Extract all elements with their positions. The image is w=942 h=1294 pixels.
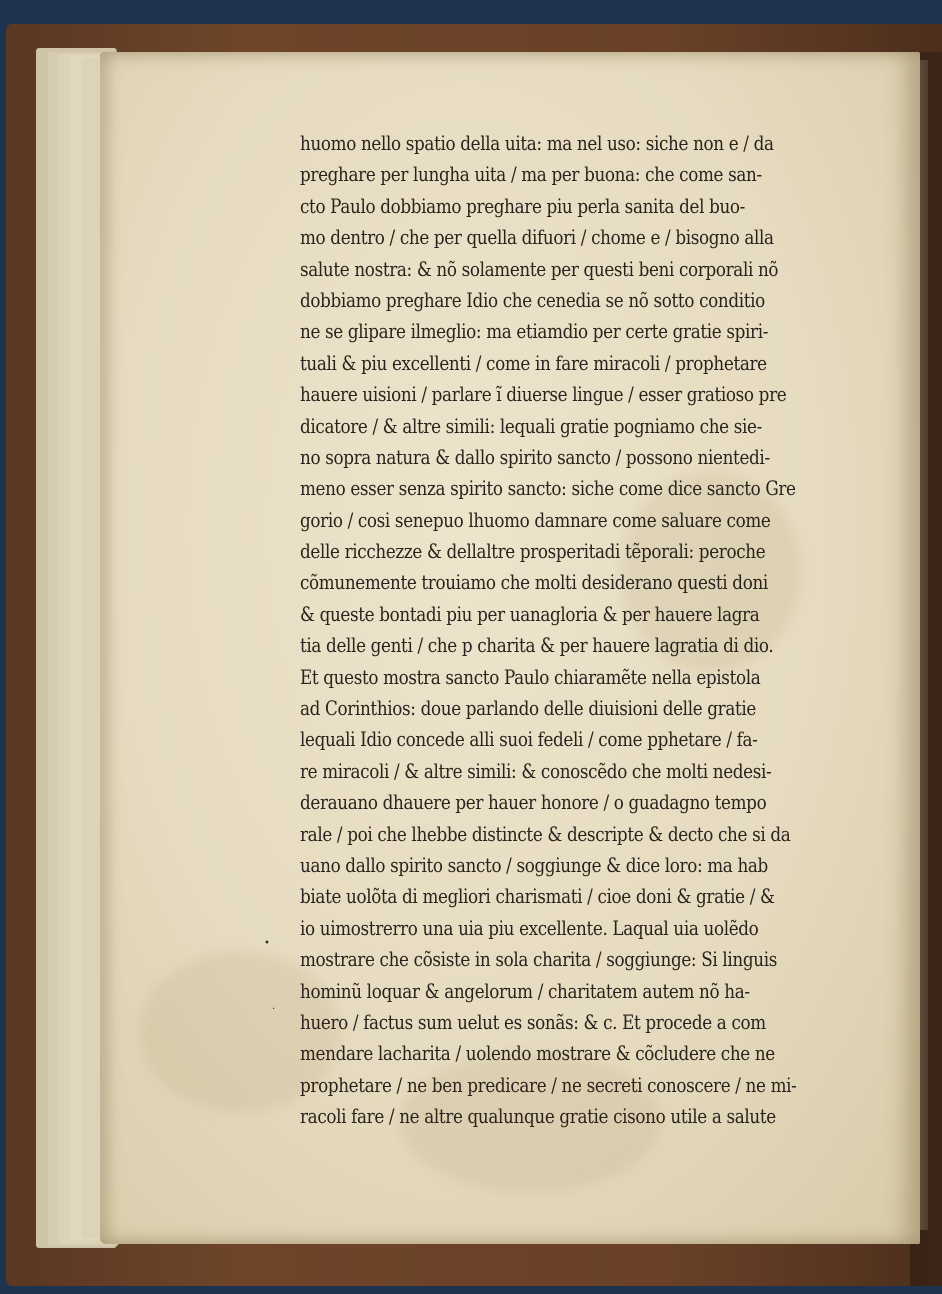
text-line: dobbiamo preghare Idio che cenedia se nõ sotto conditio bbox=[300, 288, 765, 312]
ink-dot: • bbox=[264, 938, 270, 949]
text-line: re miracoli / & altre simili: & conoscẽdo che molti nedesi- bbox=[300, 759, 772, 783]
text-line: cõmunemente trouiamo che molti desiderano questi doni bbox=[300, 571, 768, 595]
text-line: gorio / cosi senepuo lhuomo damnare come saluare come bbox=[300, 508, 771, 532]
text-line: ne se glipare ilmeglio: ma etiamdio per certe gratie spiri- bbox=[300, 320, 769, 344]
text-line: preghare per lungha uita / ma per buona: che come san- bbox=[300, 163, 762, 187]
text-line: huomo nello spatio della uita: ma nel uso: siche non e / da bbox=[300, 132, 774, 155]
text-line: salute nostra: & nõ solamente per questi beni corporali nõ bbox=[300, 257, 779, 281]
text-line: lequali Idio concede alli suoi fedeli / come pphetare / fa- bbox=[300, 728, 758, 752]
text-line: prophetare / ne ben predicare / ne secreti conoscere / ne mi- bbox=[300, 1073, 797, 1097]
text-line: ad Corinthios: doue parlando delle diuisioni delle gratie bbox=[300, 697, 757, 721]
text-line: rale / poi che lhebbe distincte & descripte & decto che si da bbox=[300, 822, 791, 846]
text-line: & queste bontadi piu per uanagloria & per hauere lagra bbox=[300, 602, 760, 626]
text-line: mostrare che cõsiste in sola charita / soggiunge: Si linguis bbox=[300, 948, 778, 972]
ink-dot: · bbox=[272, 1004, 276, 1015]
text-block bbox=[300, 128, 840, 1133]
text-line: uano dallo spirito sancto / soggiunge & dice loro: ma hab bbox=[300, 853, 768, 877]
text-line: dicatore / & altre simili: lequali gratie pogniamo che sie- bbox=[300, 414, 762, 438]
text-line: tuali & piu excellenti / come in fare miracoli / prophetare bbox=[300, 351, 767, 375]
text-line: mo dentro / che per quella difuori / chome e / bisogno alla bbox=[300, 226, 774, 250]
text-line: tia delle genti / che p charita & per hauere lagratia di dio. bbox=[300, 634, 774, 658]
text-line: huero / factus sum uelut es sonãs: & c. Et procede a com bbox=[300, 1010, 766, 1034]
text-line: no sopra natura & dallo spirito sancto / possono nientedi- bbox=[300, 445, 770, 469]
text-line: derauano dhauere per hauer honore / o guadagno tempo bbox=[300, 791, 767, 815]
text-line: meno esser senza spirito sancto: siche come dice sancto Gre bbox=[300, 477, 796, 501]
text-line: racoli fare / ne altre qualunque gratie cisono utile a salute bbox=[300, 1105, 776, 1129]
text-line: delle ricchezze & dellaltre prosperitadi tẽporali: peroche bbox=[300, 540, 766, 564]
text-line: hominũ loquar & angelorum / charitatem autem nõ ha- bbox=[300, 979, 750, 1003]
text-line: cto Paulo dobbiamo preghare piu perla sanita del buo- bbox=[300, 194, 746, 218]
text-line: Et questo mostra sancto Paulo chiaramẽte nella epistola bbox=[300, 665, 761, 689]
text-line: biate uolõta di megliori charismati / cioe doni & gratie / & bbox=[300, 885, 775, 909]
text-line: mendare lacharita / uolendo mostrare & cõcludere che ne bbox=[300, 1042, 775, 1066]
text-line: io uimostrerro una uia piu excellente. Laqual uia uolẽdo bbox=[300, 916, 759, 940]
text-line: hauere uisioni / parlare ĩ diuerse lingue / esser gratioso pre bbox=[300, 383, 787, 407]
